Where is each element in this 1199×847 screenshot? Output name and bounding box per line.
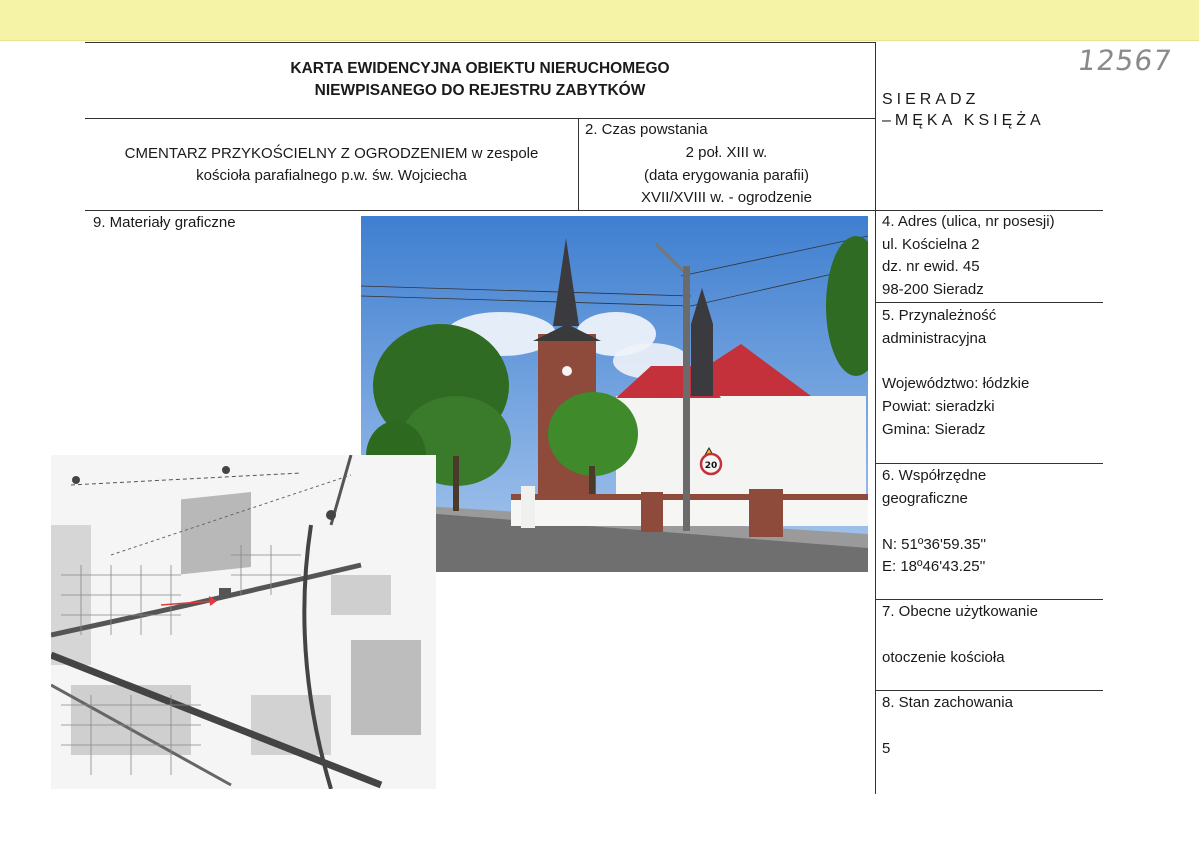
frame-right-column-line: [875, 42, 876, 794]
church-photo: [361, 216, 868, 572]
admin-county: Powiat: sieradzki: [882, 398, 995, 415]
section4-label: 4. Adres (ulica, nr posesji): [882, 213, 1055, 230]
section9-label: 9. Materiały graficzne: [93, 214, 236, 231]
current-use-value: otoczenie kościoła: [882, 649, 1005, 666]
section8-label: 8. Stan zachowania: [882, 694, 1013, 711]
section6-label-line2: geograficzne: [882, 490, 968, 507]
admin-commune: Gmina: Sieradz: [882, 421, 986, 438]
coords-latitude: N: 51º36'59.35'': [882, 536, 987, 553]
coords-longitude: E: 18º46'43.25'': [882, 558, 986, 575]
card-title-line2: NIEWPISANEGO DO REJESTRU ZABYTKÓW: [314, 82, 646, 99]
speed-sign-text: 20: [704, 461, 718, 471]
condition-value: 5: [882, 740, 891, 757]
section6-label-line1: 6. Współrzędne: [882, 467, 987, 484]
frame-title-bottom-line: [85, 118, 875, 119]
admin-voivodeship: Województwo: łódzkie: [882, 375, 1030, 392]
section5-label-line1: 5. Przynależność: [882, 307, 997, 324]
address-postal: 98-200 Sieradz: [882, 281, 984, 298]
address-street: ul. Kościelna 2: [882, 236, 980, 253]
location-district: –MĘKA KSIĘŻA: [882, 112, 1045, 129]
section7-label: 7. Obecne użytkowanie: [882, 603, 1038, 620]
section2-period: 2 poł. XIII w.: [685, 144, 768, 161]
section2-label: 2. Czas powstania: [585, 121, 708, 138]
section2-fence-date: XVII/XVIII w. - ogrodzenie: [641, 189, 812, 206]
frame-top-line: [85, 42, 875, 43]
object-name-line2: kościoła parafialnego p.w. św. Wojciecha: [196, 167, 467, 184]
site-map: [51, 455, 436, 789]
handwritten-number: 12567: [1075, 44, 1175, 77]
scan-top-band: [0, 0, 1199, 41]
address-plot: dz. nr ewid. 45: [882, 258, 980, 275]
location-town: SIERADZ: [882, 91, 980, 108]
frame-sec4-bottom-line: [875, 302, 1103, 303]
section2-note: (data erygowania parafii): [643, 167, 810, 184]
section5-label-line2: administracyjna: [882, 330, 987, 347]
card-title-line1: KARTA EWIDENCYJNA OBIEKTU NIERUCHOMEGO: [290, 60, 670, 77]
object-name-line1: CMENTARZ PRZYKOŚCIELNY Z OGRODZENIEM w zespole: [124, 145, 539, 162]
